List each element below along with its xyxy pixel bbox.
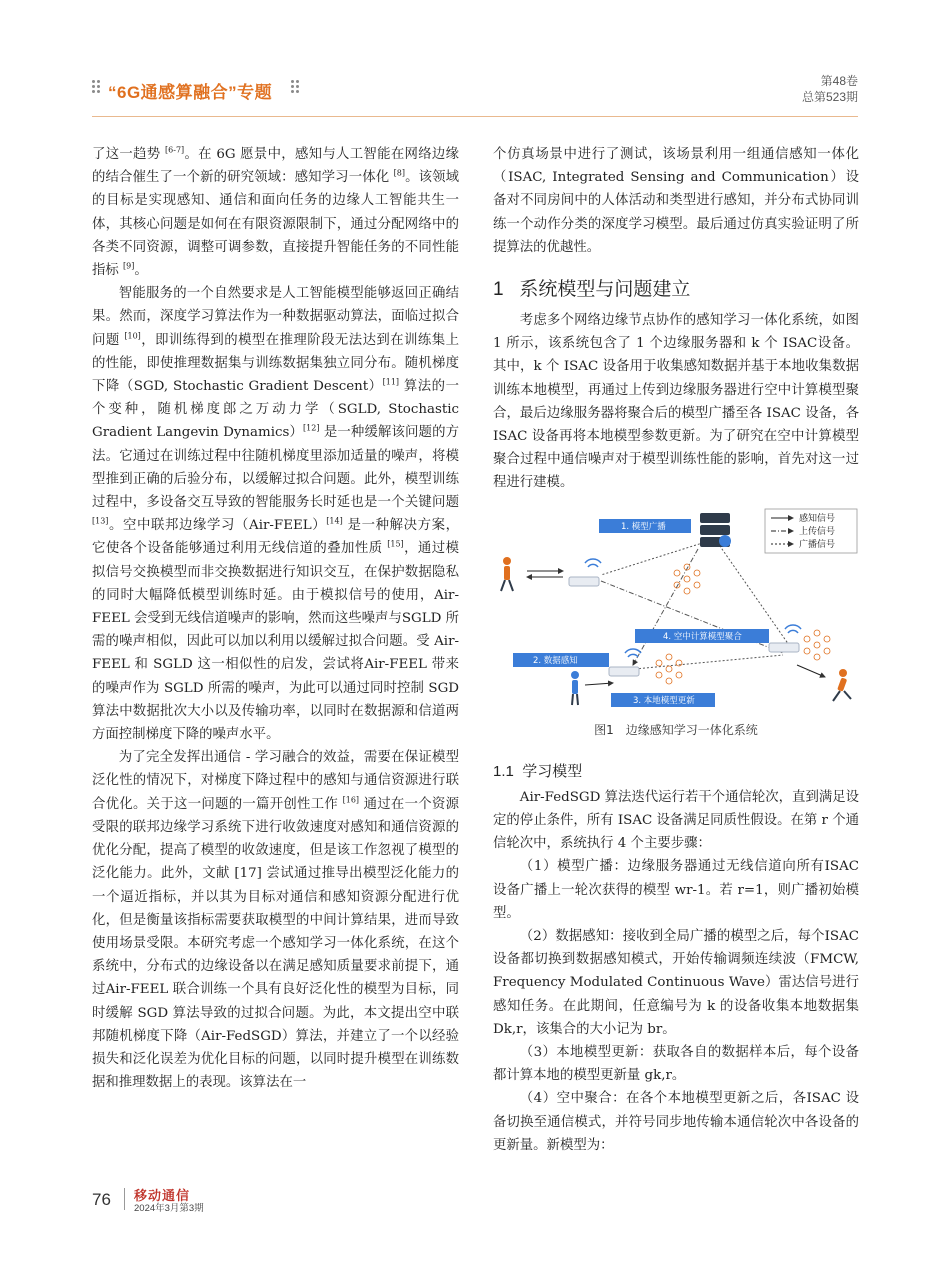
- paragraph-intro-4: 个仿真场景中进行了测试，该场景利用一组通信感知一体化（ISAC, Integrated Sensing and Communication）设备对不同房间中的人体活动和类型进行感知，并分布式协同训练一个动作分类的深度学习模型。最后通过仿真实验证明了所提算法的优越性。: [493, 147, 859, 255]
- paragraph-intro-2: 智能服务的一个自然要求是人工智能模型能够返回正确结果。然而，深度学习算法作为一种数据驱动算法，面临过拟合问题 [10]，即训练得到的模型在推理阶段无法达到在训练集上的性能，即使推理数据集与训练数据集独立同分布。随机梯度下降（SGD, Stochastic Gradient Descent）[11] 算法的一个变种，随机梯度郎之万动力学（SGLD, Stochastic Gradient Langevin Dynamics）[12] 是一种缓解该问题的方法。它通过在训练过程中往随机梯度里添加适量的噪声，将模型推到正确的后验分布，以缓解过拟合问题。此外，模型训练过程中，多设备交互导致的智能服务长时延也是一个关键问题 [13]。空中联邦边缘学习（Air-FEEL）[14] 是一种解决方案，它使各个设备能够通过利用无线信道的叠加性质 [15]，通过模拟信号交换模型而非交换数据进行知识交互，在保护数据隐私的同时大幅降低模型训练时延。由于模拟信号的使用，Air-FEEL 会受到无线信道噪声的影响，然而这些噪声与SGLD 所需的噪声相似，因此可以加以利用以缓解过拟合问题。受 Air-FEEL 和 SGLD 这一相似性的启发，尝试将Air-FEEL 带来的噪声作为 SGLD 所需的噪声，为此可以通过同时控制 SGD 算法中数据批次大小以及传输功率，以同时在数据源和信道两方面控制梯度下降的噪声水平。: [92, 286, 459, 743]
- isac-device-icon-1: [569, 559, 601, 586]
- neural-net-icon-3: [804, 630, 830, 660]
- sensing-arrow-2: [585, 683, 613, 685]
- person-running-icon: [833, 669, 851, 701]
- issue-date: 2024年3月第3期: [134, 1203, 204, 1214]
- label-local-update: 3. 本地模型更新: [633, 695, 695, 706]
- right-column: [493, 143, 859, 1157]
- label-sensing: 2. 数据感知: [533, 655, 578, 666]
- step-model-broadcast: （1）模型广播：边缘服务器通过无线信道向所有ISAC 设备广播上一轮次获得的模型 wr-1。若 r=1，则广播初始模型。: [493, 859, 859, 921]
- left-column: [92, 143, 459, 1094]
- journal-logo: 移动通信: [134, 1189, 191, 1204]
- label-broadcast: 1. 模型广播: [621, 521, 666, 532]
- legend-sensing-text: 感知信号: [799, 513, 836, 524]
- step-local-update: （3）本地模型更新：获取各自的数据样本后，每个设备都计算本地的模型更新量 gk,r。: [493, 1045, 859, 1084]
- paragraph-intro-3: 为了完全发挥出通信 - 学习融合的效益，需要在保证模型泛化性的情况下，对梯度下降过程中的感知与通信资源进行联合优化。关于这一问题的一篇开创性工作 [16] 通过在一个资源受限的联邦边缘学习系统下进行收敛速度对感知和通信资源的优化分配，提高了模型的收敛速度，但是该工作忽视了模型的泛化能力。此外，文献 [17] 尝试通过推导出模型泛化能力的一个逼近指标，并以其为目标对通信和感知资源分配进行优化，但是衡量该指标需要获取模型的中间计算结果，进而导致使用场景受限。本研究考虑一个感知学习一体化系统，在这个系统中，分布式的边缘设备以在满足感知质量要求前提下，通过Air-FEEL 联合训练一个具有良好泛化性的模型为目标，同时缓解 SGD 算法导致的过拟合问题。为此，本文提出空中联邦随机梯度下降（Air-FedSGD）算法，并建立了一个以经验损失和泛化误差为优化目标的问题，以同时提升模型在训练数据和推理数据上的表现。该算法在一: [92, 750, 459, 1091]
- header-ornament-left: [92, 80, 102, 96]
- figure-system-diagram: [493, 505, 859, 717]
- person-walking-icon: [501, 557, 513, 591]
- step-data-sensing: （2）数据感知：接收到全局广播的模型之后，每个ISAC 设备都切换到数据感知模式，开始传输调频连续波（FMCW, Frequency Modulated Continuous Wave）雷达信号进行感知任务。在此期间，任意编号为 k 的设备收集本地数据集 Dk,r，该集合的大小记为 br。: [493, 929, 859, 1037]
- upload-line-center: [633, 549, 698, 665]
- paragraph-learning-model: Air-FedSGD 算法迭代运行若干个通信轮次，直到满足设定的停止条件，所有 ISAC 设备满足同质性假设。在第 r 个通信轮次中，系统执行 4 个主要步骤：: [493, 789, 860, 852]
- header-divider: [92, 116, 858, 117]
- legend-upload-text: 上传信号: [799, 526, 836, 537]
- issue-label: 总第523期: [801, 90, 858, 104]
- paragraph-intro-1: 了这一趋势 [6-7]。在 6G 愿景中，感知与人工智能在网络边缘的结合催生了一个新的研究领域：感知学习一体化 [8]。该领域的目标是实现感知、通信和面向任务的边缘人工智能共生一体，其核心问题是如何在有限资源限制下，通过分配网络中的各类不同资源，调整可调参数，直接提升智能任务的不同性能指标 [9]。: [92, 145, 459, 279]
- volume-label: 第48卷: [820, 74, 858, 88]
- neural-net-icon-2: [656, 654, 682, 684]
- section-heading: 1 系统模型与问题建立: [493, 279, 691, 301]
- figure-caption: 图1 边缘感知学习一体化系统: [594, 722, 758, 737]
- subsection-heading: 1.1 学习模型: [493, 762, 583, 780]
- label-aggregation: 4. 空中计算模型聚合: [663, 631, 742, 642]
- legend: [765, 509, 857, 553]
- edge-server-icon: [700, 513, 731, 547]
- broadcast-line-left: [601, 539, 715, 575]
- footer-divider: [124, 1188, 125, 1210]
- paragraph-system-model: 考虑多个网络边缘节点协作的感知学习一体化系统，如图 1 所示，该系统包含了 1 个边缘服务器和 k 个 ISAC设备。其中，k 个 ISAC 设备用于收集感知数据并基于本地收集数据训练本地模型，再通过上传到边缘服务器进行空中计算模型聚合，最后边缘服务器将聚合后的模型广播至各 ISAC 设备，各 ISAC 设备再将本地模型参数更新。为了研究在空中计算模型聚合过程中通信噪声对于模型训练性能的影响，首先对这一过程进行建模。: [493, 313, 859, 491]
- topic-title: “6G通感算融合”专题: [108, 83, 273, 102]
- isac-device-icon-2: [609, 649, 641, 676]
- step-air-aggregation: （4）空中聚合：在各个本地模型更新之后，各ISAC 设备切换至通信模式，并符号同步地传输本通信轮次中各设备的更新量。新模型为：: [493, 1091, 859, 1153]
- system-diagram-svg: [493, 505, 859, 717]
- header-ornament-right: [291, 80, 301, 96]
- person-standing-icon: [571, 671, 579, 705]
- legend-broadcast-text: 广播信号: [799, 539, 836, 550]
- sensing-arrow-3: [797, 665, 825, 677]
- page-number: 76: [92, 1190, 111, 1209]
- aggregation-line: [635, 655, 783, 669]
